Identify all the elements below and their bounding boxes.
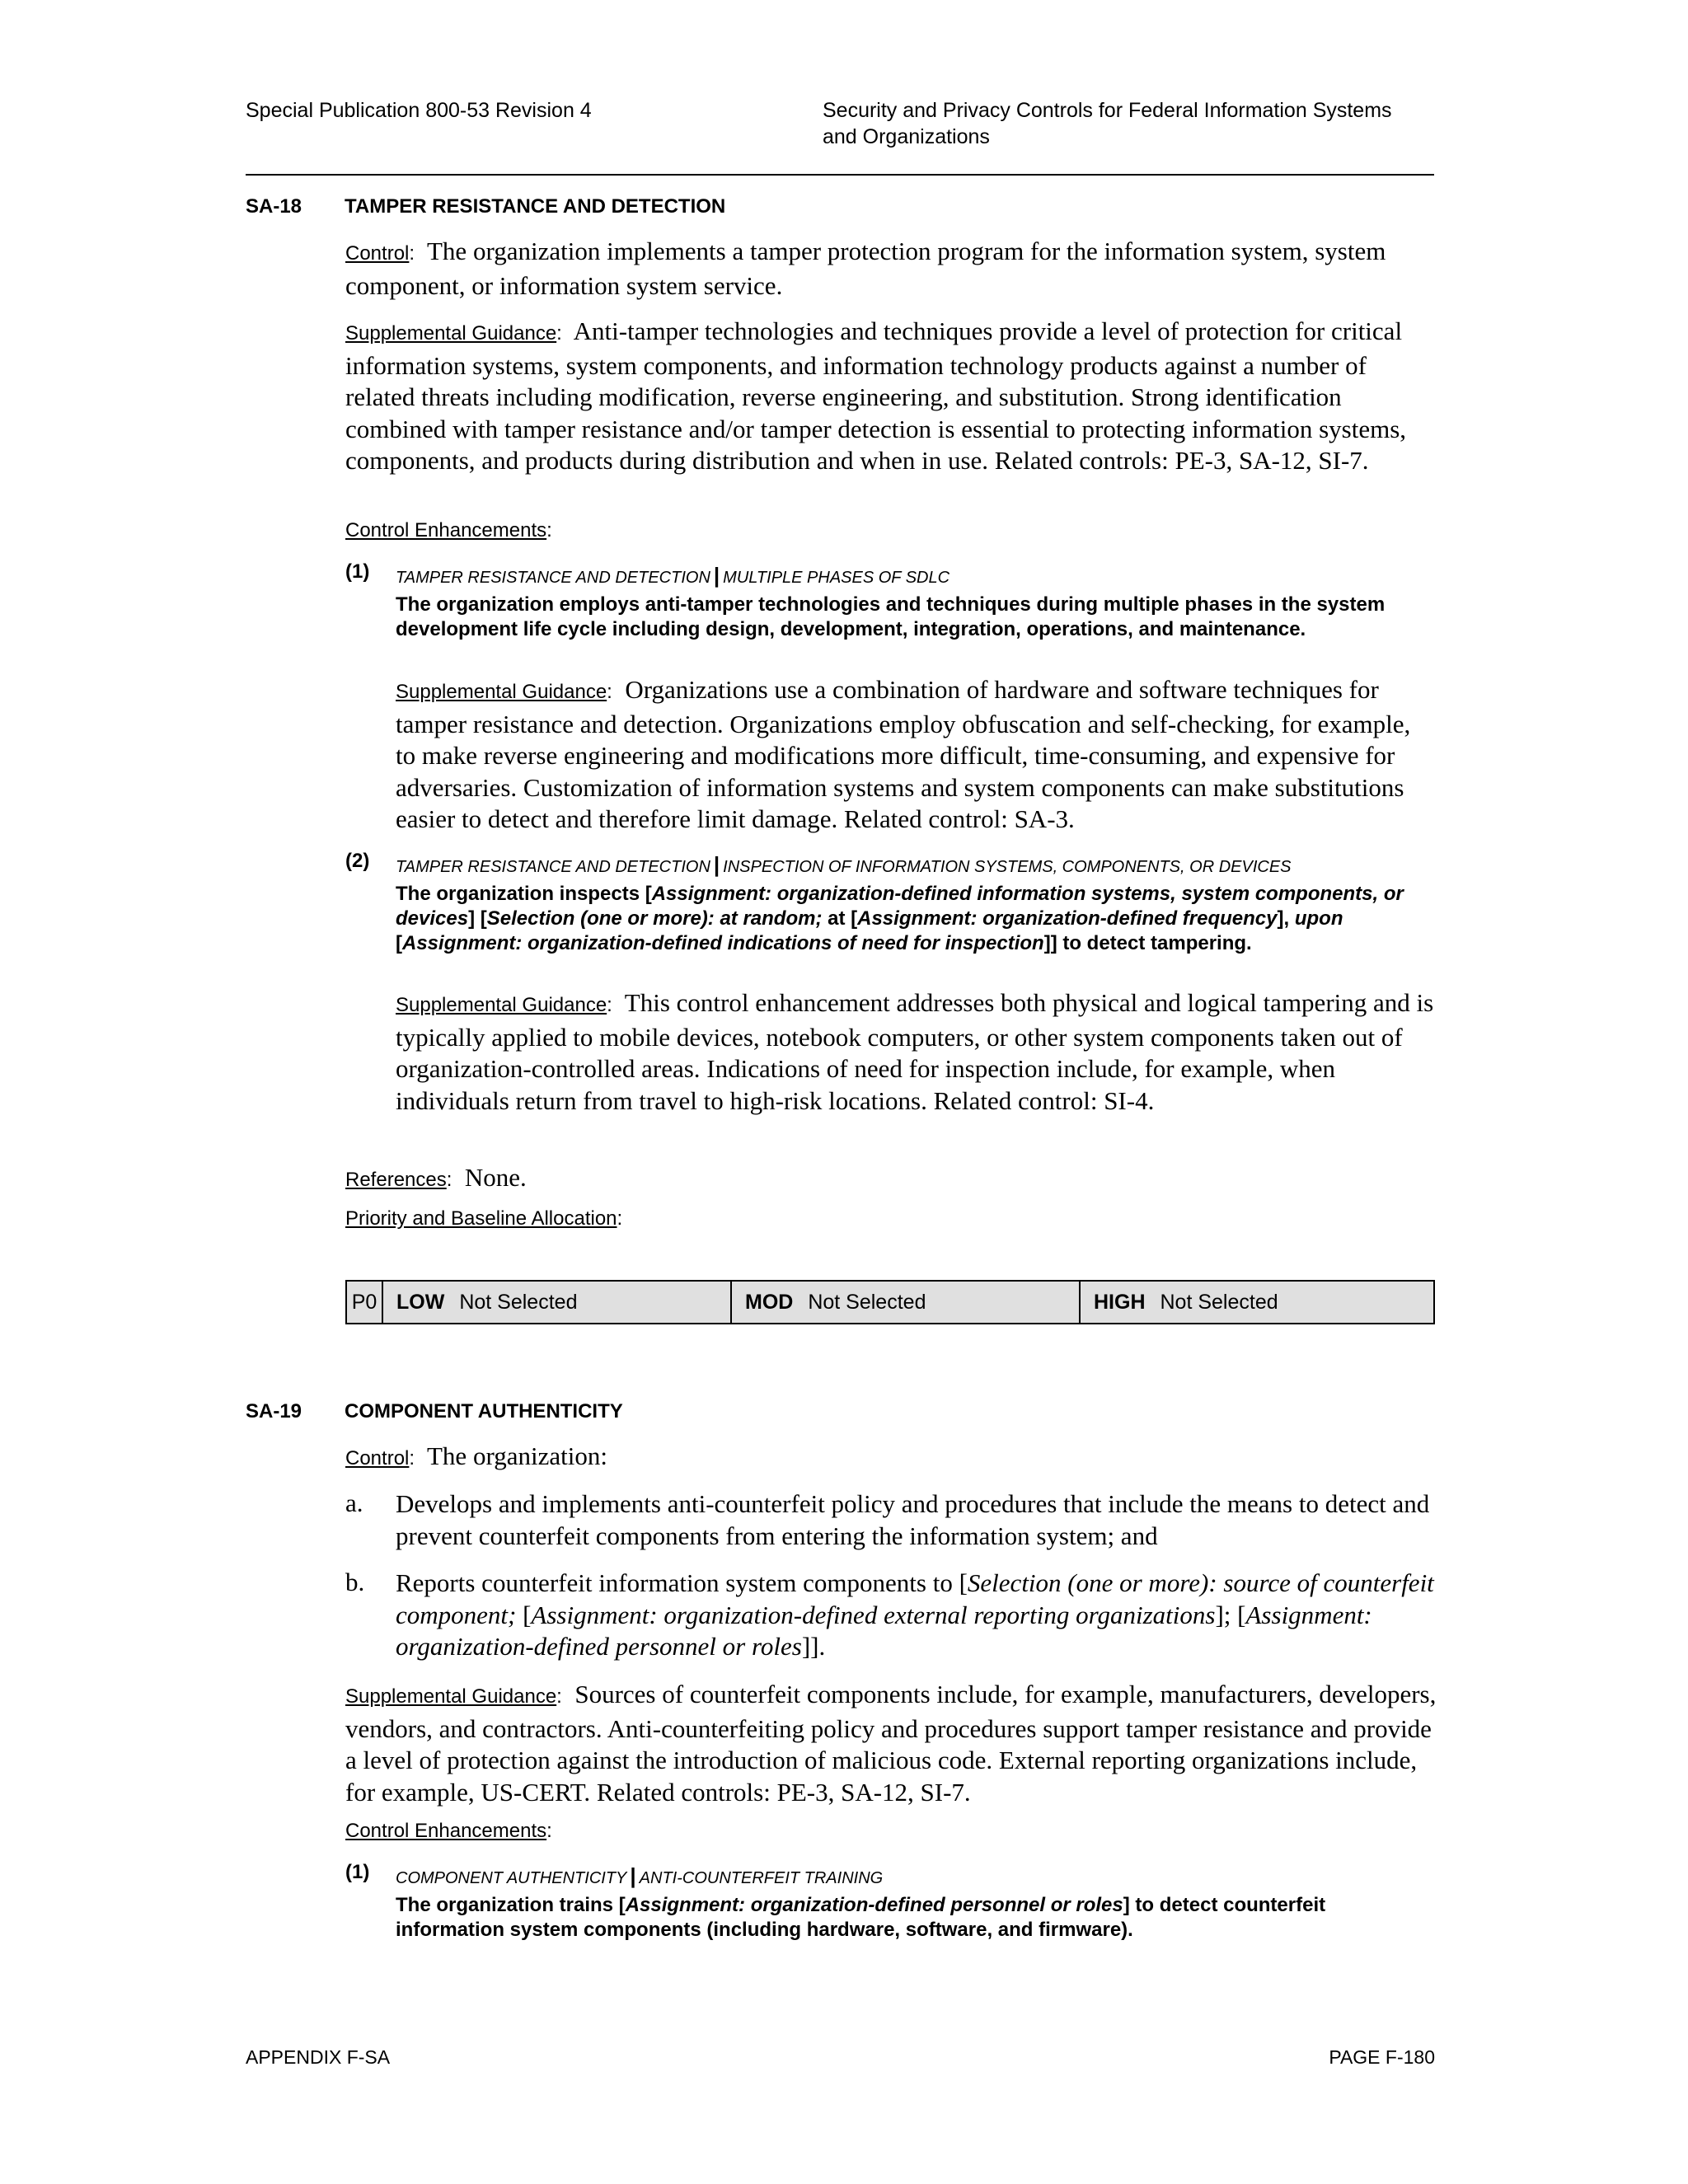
control-title: TAMPER RESISTANCE AND DETECTION — [345, 195, 726, 218]
sa19-enhancements-label: Control Enhancements: — [345, 1820, 552, 1842]
enhancement-number: (1) — [345, 1861, 370, 1883]
running-header-left: Special Publication 800-53 Revision 4 — [246, 99, 592, 122]
control-heading-sa19 — [246, 1399, 623, 1424]
sa18-priority-label: Priority and Baseline Allocation: — [345, 1207, 623, 1230]
enhancement-supplemental-guidance: Supplemental Guidance: This control enhancement addresses both physical and logical tampering and is typically applied to mobile devices, notebook computers, or other system components taken out of organization-controlled areas. Indications of need for inspection include, for example, when individuals return from travel to high-risk locations. Related control: SI-4. — [396, 988, 1434, 1115]
control-id: SA-18 — [246, 195, 302, 218]
enhancement-supplemental-guidance: Supplemental Guidance: Organizations use a combination of hardware and software techniques for tamper resistance and detection. Organizations employ obfuscation and self-checking, for example, to make reverse engineering and modifications more difficult, time-consuming, and expensive for adversaries. Customization of information systems and system components can make substitutions easier to detect and therefore limit damage. Related control: SA-3. — [396, 675, 1411, 833]
enhancement-title-name: INSPECTION OF INFORMATION SYSTEMS, COMPONENTS, OR DEVICES — [723, 858, 1292, 876]
control-text: The organization: — [427, 1441, 607, 1470]
list-item: Reports counterfeit information system components to [Selection (one or more): source of counterfeit component; [Assignment: organization-defined external reporting organizations]; [Assignment: organization-defined personnel or roles]]. — [396, 1568, 1434, 1661]
enhancements-label-text: Control Enhancements — [345, 519, 547, 541]
guidance-text: Organizations use a combination of hardware and software techniques for tamper resistance and detection. Organizations employ obfuscation and self-checking, for example, to make reverse engineering and modifications more difficult, time-consuming, and expensive for adversaries. Customization of information systems and system components can make substitutions easier to detect and therefore limit damage. Related control: SA-3. — [396, 675, 1411, 833]
enhancement-title-name: ANTI-COUNTERFEIT TRAINING — [639, 1869, 884, 1887]
control-label: Control — [345, 1447, 410, 1469]
guidance-label: Supplemental Guidance — [345, 322, 557, 344]
guidance-text: Sources of counterfeit components include, for example, manufacturers, developers, vendors, and contractors. Anti-counterfeiting policy and procedures support tamper resistance and provide a level of protection against the introduction of malicious code. External reporting organizations include, for example, US-CERT. Related controls: PE-3, SA-12, SI-7. — [345, 1680, 1437, 1807]
control-text: The organization implements a tamper protection program for the information system, system component, or information system service. — [345, 237, 1386, 300]
priority-baseline-table — [345, 1280, 1435, 1324]
low-baseline-cell — [382, 1281, 731, 1324]
sa18-supplemental-guidance: Supplemental Guidance: Anti-tamper technologies and techniques provide a level of protection for critical information systems, system components, and information technology products against a number of related threats including modification, reverse engineering, and substitution. Strong identification combined with tamper resistance and/or tamper detection is essential to protecting information systems, components, and products during distribution and when in use. Related controls: PE-3, SA-12, SI-7. — [345, 316, 1407, 475]
list-item: Develops and implements anti-counterfeit policy and procedures that include the means to detect and prevent counterfeit components from entering the information system; and — [396, 1489, 1430, 1550]
guidance-text: This control enhancement addresses both physical and logical tampering and is typically applied to mobile devices, notebook computers, or other system components taken out of organization-controlled areas. Indications of need for inspection include, for example, when individuals return from travel to high-risk locations. Related control: SI-4. — [396, 988, 1434, 1115]
control-heading-sa18 — [246, 194, 725, 219]
enhancement-title-parent: COMPONENT AUTHENTICITY — [396, 1869, 627, 1887]
enhancements-label-text: Control Enhancements — [345, 1820, 547, 1842]
control-id: SA-19 — [246, 1400, 302, 1422]
list-marker: a. — [345, 1488, 363, 1517]
priority-label-text: Priority and Baseline Allocation — [345, 1207, 617, 1230]
low-value: Not Selected — [459, 1290, 578, 1314]
list-marker: b. — [345, 1568, 365, 1596]
sa18-references: References: None. — [345, 1163, 527, 1192]
footer-page-number: PAGE F-180 — [1329, 2046, 1435, 2068]
enhancement-title-parent: TAMPER RESISTANCE AND DETECTION — [396, 569, 710, 587]
priority-cell: P0 — [346, 1281, 382, 1324]
low-label: LOW — [396, 1290, 445, 1314]
guidance-label: Supplemental Guidance — [345, 1685, 557, 1708]
mod-label: MOD — [745, 1290, 794, 1314]
guidance-label: Supplemental Guidance — [396, 994, 607, 1016]
high-value: Not Selected — [1160, 1290, 1278, 1314]
enhancement-statement: The organization employs anti-tamper technologies and techniques during multiple phases in the system development life cycle including design, development, integration, operations, and maintenance. — [396, 593, 1386, 640]
mod-baseline-cell — [731, 1281, 1080, 1324]
high-label: HIGH — [1094, 1290, 1146, 1314]
references-label: References — [345, 1169, 447, 1191]
enhancement-title-name: MULTIPLE PHASES OF SDLC — [723, 569, 950, 587]
guidance-label: Supplemental Guidance — [396, 681, 607, 703]
sa18-control-statement: Control: The organization implements a tamper protection program for the information system, system component, or information system service. — [345, 237, 1386, 300]
enhancement-number: (1) — [345, 560, 370, 583]
guidance-text: Anti-tamper technologies and techniques provide a level of protection for critical information systems, system components, and information technology products against a number of related threats including modification, reverse engineering, and substitution. Strong identification combined with tamper resistance and/or tamper detection is essential to protecting information systems, components, and products during distribution and when in use. Related controls: PE-3, SA-12, SI-7. — [345, 316, 1407, 475]
enhancement-number: (2) — [345, 850, 370, 872]
enhancement-statement: The organization trains [Assignment: organization-defined personnel or roles] to detect counterfeit information system components (including hardware, software, and firmware). — [396, 1894, 1326, 1941]
enhancement-statement: The organization inspects [Assignment: organization-defined information systems, system components, or devices] [Selection (one or more): at random; at [Assignment: organization-defined frequency], upon [Assignment: organization-defined indications of need for inspection]] to detect tampering. — [396, 883, 1404, 954]
enhancement-title: TAMPER RESISTANCE AND DETECTION | MULTIPLE PHASES OF SDLC — [396, 563, 950, 588]
enhancement-title-parent: TAMPER RESISTANCE AND DETECTION — [396, 858, 710, 876]
header-divider — [246, 174, 1434, 176]
running-header-right-line1: Security and Privacy Controls for Federal Information Systems — [823, 99, 1392, 122]
enhancement-title: COMPONENT AUTHENTICITY | ANTI-COUNTERFEIT TRAINING — [396, 1863, 884, 1888]
table-row — [346, 1281, 1434, 1324]
mod-value: Not Selected — [808, 1290, 926, 1314]
high-baseline-cell — [1080, 1281, 1434, 1324]
sa19-control-statement: Control: The organization: — [345, 1441, 607, 1470]
sa18-enhancements-label: Control Enhancements: — [345, 519, 552, 541]
sa19-supplemental-guidance: Supplemental Guidance: Sources of counterfeit components include, for example, manufacturers, developers, vendors, and contractors. Anti-counterfeiting policy and procedures support tamper resistance and provide a level of protection against the introduction of malicious code. External reporting organizations include, for example, US-CERT. Related controls: PE-3, SA-12, SI-7. — [345, 1680, 1437, 1807]
enhancement-title: TAMPER RESISTANCE AND DETECTION | INSPECTION OF INFORMATION SYSTEMS, COMPONENTS, OR DEVICES — [396, 852, 1292, 877]
control-label: Control — [345, 242, 410, 265]
control-title: COMPONENT AUTHENTICITY — [345, 1400, 623, 1422]
references-text: None. — [464, 1163, 527, 1192]
footer-appendix: APPENDIX F-SA — [246, 2046, 391, 2068]
running-header-right — [823, 97, 1449, 150]
running-header-right-line2: and Organizations — [823, 125, 990, 148]
